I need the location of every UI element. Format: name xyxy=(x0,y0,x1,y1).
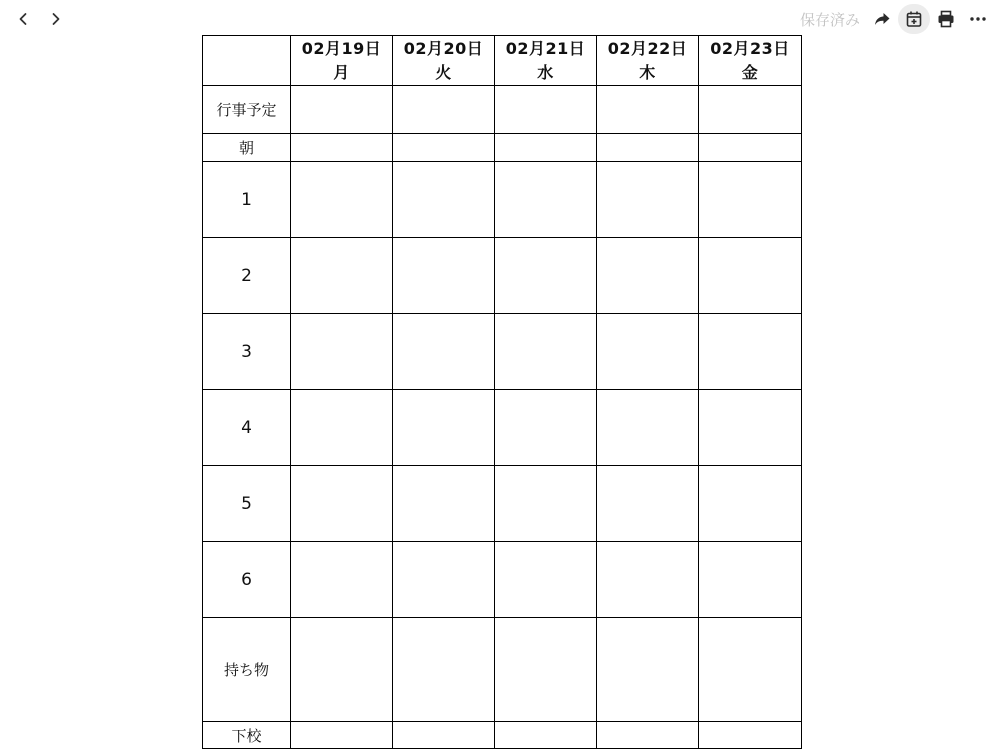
row-label-period-2: 2 xyxy=(203,238,291,314)
schedule-cell[interactable] xyxy=(291,86,393,134)
schedule-cell[interactable] xyxy=(393,722,495,749)
schedule-cell[interactable] xyxy=(495,390,597,466)
row-label-morning: 朝 xyxy=(203,134,291,162)
schedule-cell[interactable] xyxy=(597,390,699,466)
day-header xyxy=(495,36,597,86)
more-button[interactable] xyxy=(962,4,994,34)
day-date: 02月23日 xyxy=(710,38,790,58)
schedule-cell[interactable] xyxy=(597,722,699,749)
schedule-cell[interactable] xyxy=(393,542,495,618)
share-icon xyxy=(873,10,891,28)
schedule-row xyxy=(203,314,802,390)
schedule-cell[interactable] xyxy=(699,238,802,314)
schedule-cell[interactable] xyxy=(393,618,495,722)
schedule-cell[interactable] xyxy=(495,238,597,314)
schedule-row xyxy=(203,542,802,618)
day-date: 02月19日 xyxy=(301,38,382,58)
day-weekday: 木 xyxy=(639,62,656,82)
day-header xyxy=(393,36,495,86)
schedule-cell[interactable] xyxy=(597,86,699,134)
schedule-cell[interactable] xyxy=(291,542,393,618)
schedule-cell[interactable] xyxy=(699,390,802,466)
schedule-cell[interactable] xyxy=(495,542,597,618)
schedule-cell[interactable] xyxy=(495,618,597,722)
schedule-cell[interactable] xyxy=(699,314,802,390)
schedule-cell[interactable] xyxy=(291,390,393,466)
row-label-period-1: 1 xyxy=(203,162,291,238)
row-label-period-6: 6 xyxy=(203,542,291,618)
day-date: 02月21日 xyxy=(505,38,586,58)
schedule-cell[interactable] xyxy=(291,314,393,390)
schedule-cell[interactable] xyxy=(393,238,495,314)
schedule-row xyxy=(203,134,802,162)
calendar-add-icon xyxy=(905,10,923,28)
schedule-cell[interactable] xyxy=(699,86,802,134)
chevron-right-icon xyxy=(49,12,63,26)
calendar-add-button[interactable] xyxy=(898,4,930,34)
schedule-cell[interactable] xyxy=(495,162,597,238)
day-weekday: 火 xyxy=(435,62,452,82)
forward-button[interactable] xyxy=(43,6,69,32)
schedule-cell[interactable] xyxy=(393,86,495,134)
print-icon xyxy=(937,10,955,28)
schedule-cell[interactable] xyxy=(699,134,802,162)
schedule-cell[interactable] xyxy=(495,134,597,162)
row-label-belongings: 持ち物 xyxy=(203,618,291,722)
day-date: 02月22日 xyxy=(607,38,688,58)
schedule-cell[interactable] xyxy=(291,238,393,314)
schedule-cell[interactable] xyxy=(495,86,597,134)
schedule-cell[interactable] xyxy=(291,618,393,722)
schedule-cell[interactable] xyxy=(699,162,802,238)
schedule-row xyxy=(203,162,802,238)
row-label-events: 行事予定 xyxy=(203,86,291,134)
schedule-cell[interactable] xyxy=(495,314,597,390)
print-button[interactable] xyxy=(930,4,962,34)
chevron-left-icon xyxy=(16,12,30,26)
schedule-cell[interactable] xyxy=(495,722,597,749)
schedule-cell[interactable] xyxy=(699,618,802,722)
schedule-cell[interactable] xyxy=(699,542,802,618)
schedule-row xyxy=(203,86,802,134)
weekly-schedule-table xyxy=(202,35,802,749)
schedule-row xyxy=(203,722,802,749)
more-icon xyxy=(969,10,987,28)
schedule-cell[interactable] xyxy=(393,390,495,466)
schedule-cell[interactable] xyxy=(291,466,393,542)
day-header xyxy=(699,36,802,86)
row-label-period-4: 4 xyxy=(203,390,291,466)
toolbar xyxy=(800,4,994,34)
schedule-cell[interactable] xyxy=(495,466,597,542)
day-weekday: 金 xyxy=(741,62,759,82)
schedule-cell[interactable] xyxy=(597,542,699,618)
schedule-cell[interactable] xyxy=(597,314,699,390)
schedule-cell[interactable] xyxy=(597,618,699,722)
schedule-cell[interactable] xyxy=(291,162,393,238)
schedule-cell[interactable] xyxy=(291,722,393,749)
corner-cell xyxy=(203,36,291,86)
schedule-cell[interactable] xyxy=(597,238,699,314)
saved-status: 保存済み xyxy=(799,10,860,29)
schedule-cell[interactable] xyxy=(699,466,802,542)
header-row xyxy=(203,36,802,86)
schedule-row xyxy=(203,466,802,542)
row-label-period-5: 5 xyxy=(203,466,291,542)
schedule-cell[interactable] xyxy=(393,134,495,162)
schedule-cell[interactable] xyxy=(291,134,393,162)
schedule-cell[interactable] xyxy=(597,134,699,162)
share-button[interactable] xyxy=(866,4,898,34)
day-header xyxy=(291,36,393,86)
row-label-period-3: 3 xyxy=(203,314,291,390)
day-date: 02月20日 xyxy=(403,38,484,58)
schedule-cell[interactable] xyxy=(393,162,495,238)
schedule-cell[interactable] xyxy=(597,162,699,238)
schedule-cell[interactable] xyxy=(597,466,699,542)
schedule-cell[interactable] xyxy=(393,466,495,542)
schedule-cell[interactable] xyxy=(393,314,495,390)
back-button[interactable] xyxy=(10,6,36,32)
day-header xyxy=(597,36,699,86)
schedule-row xyxy=(203,238,802,314)
schedule-cell[interactable] xyxy=(699,722,802,749)
day-weekday: 水 xyxy=(537,62,554,82)
schedule-row xyxy=(203,618,802,722)
day-weekday: 月 xyxy=(333,62,350,82)
schedule-row xyxy=(203,390,802,466)
row-label-dismissal: 下校 xyxy=(203,722,291,749)
